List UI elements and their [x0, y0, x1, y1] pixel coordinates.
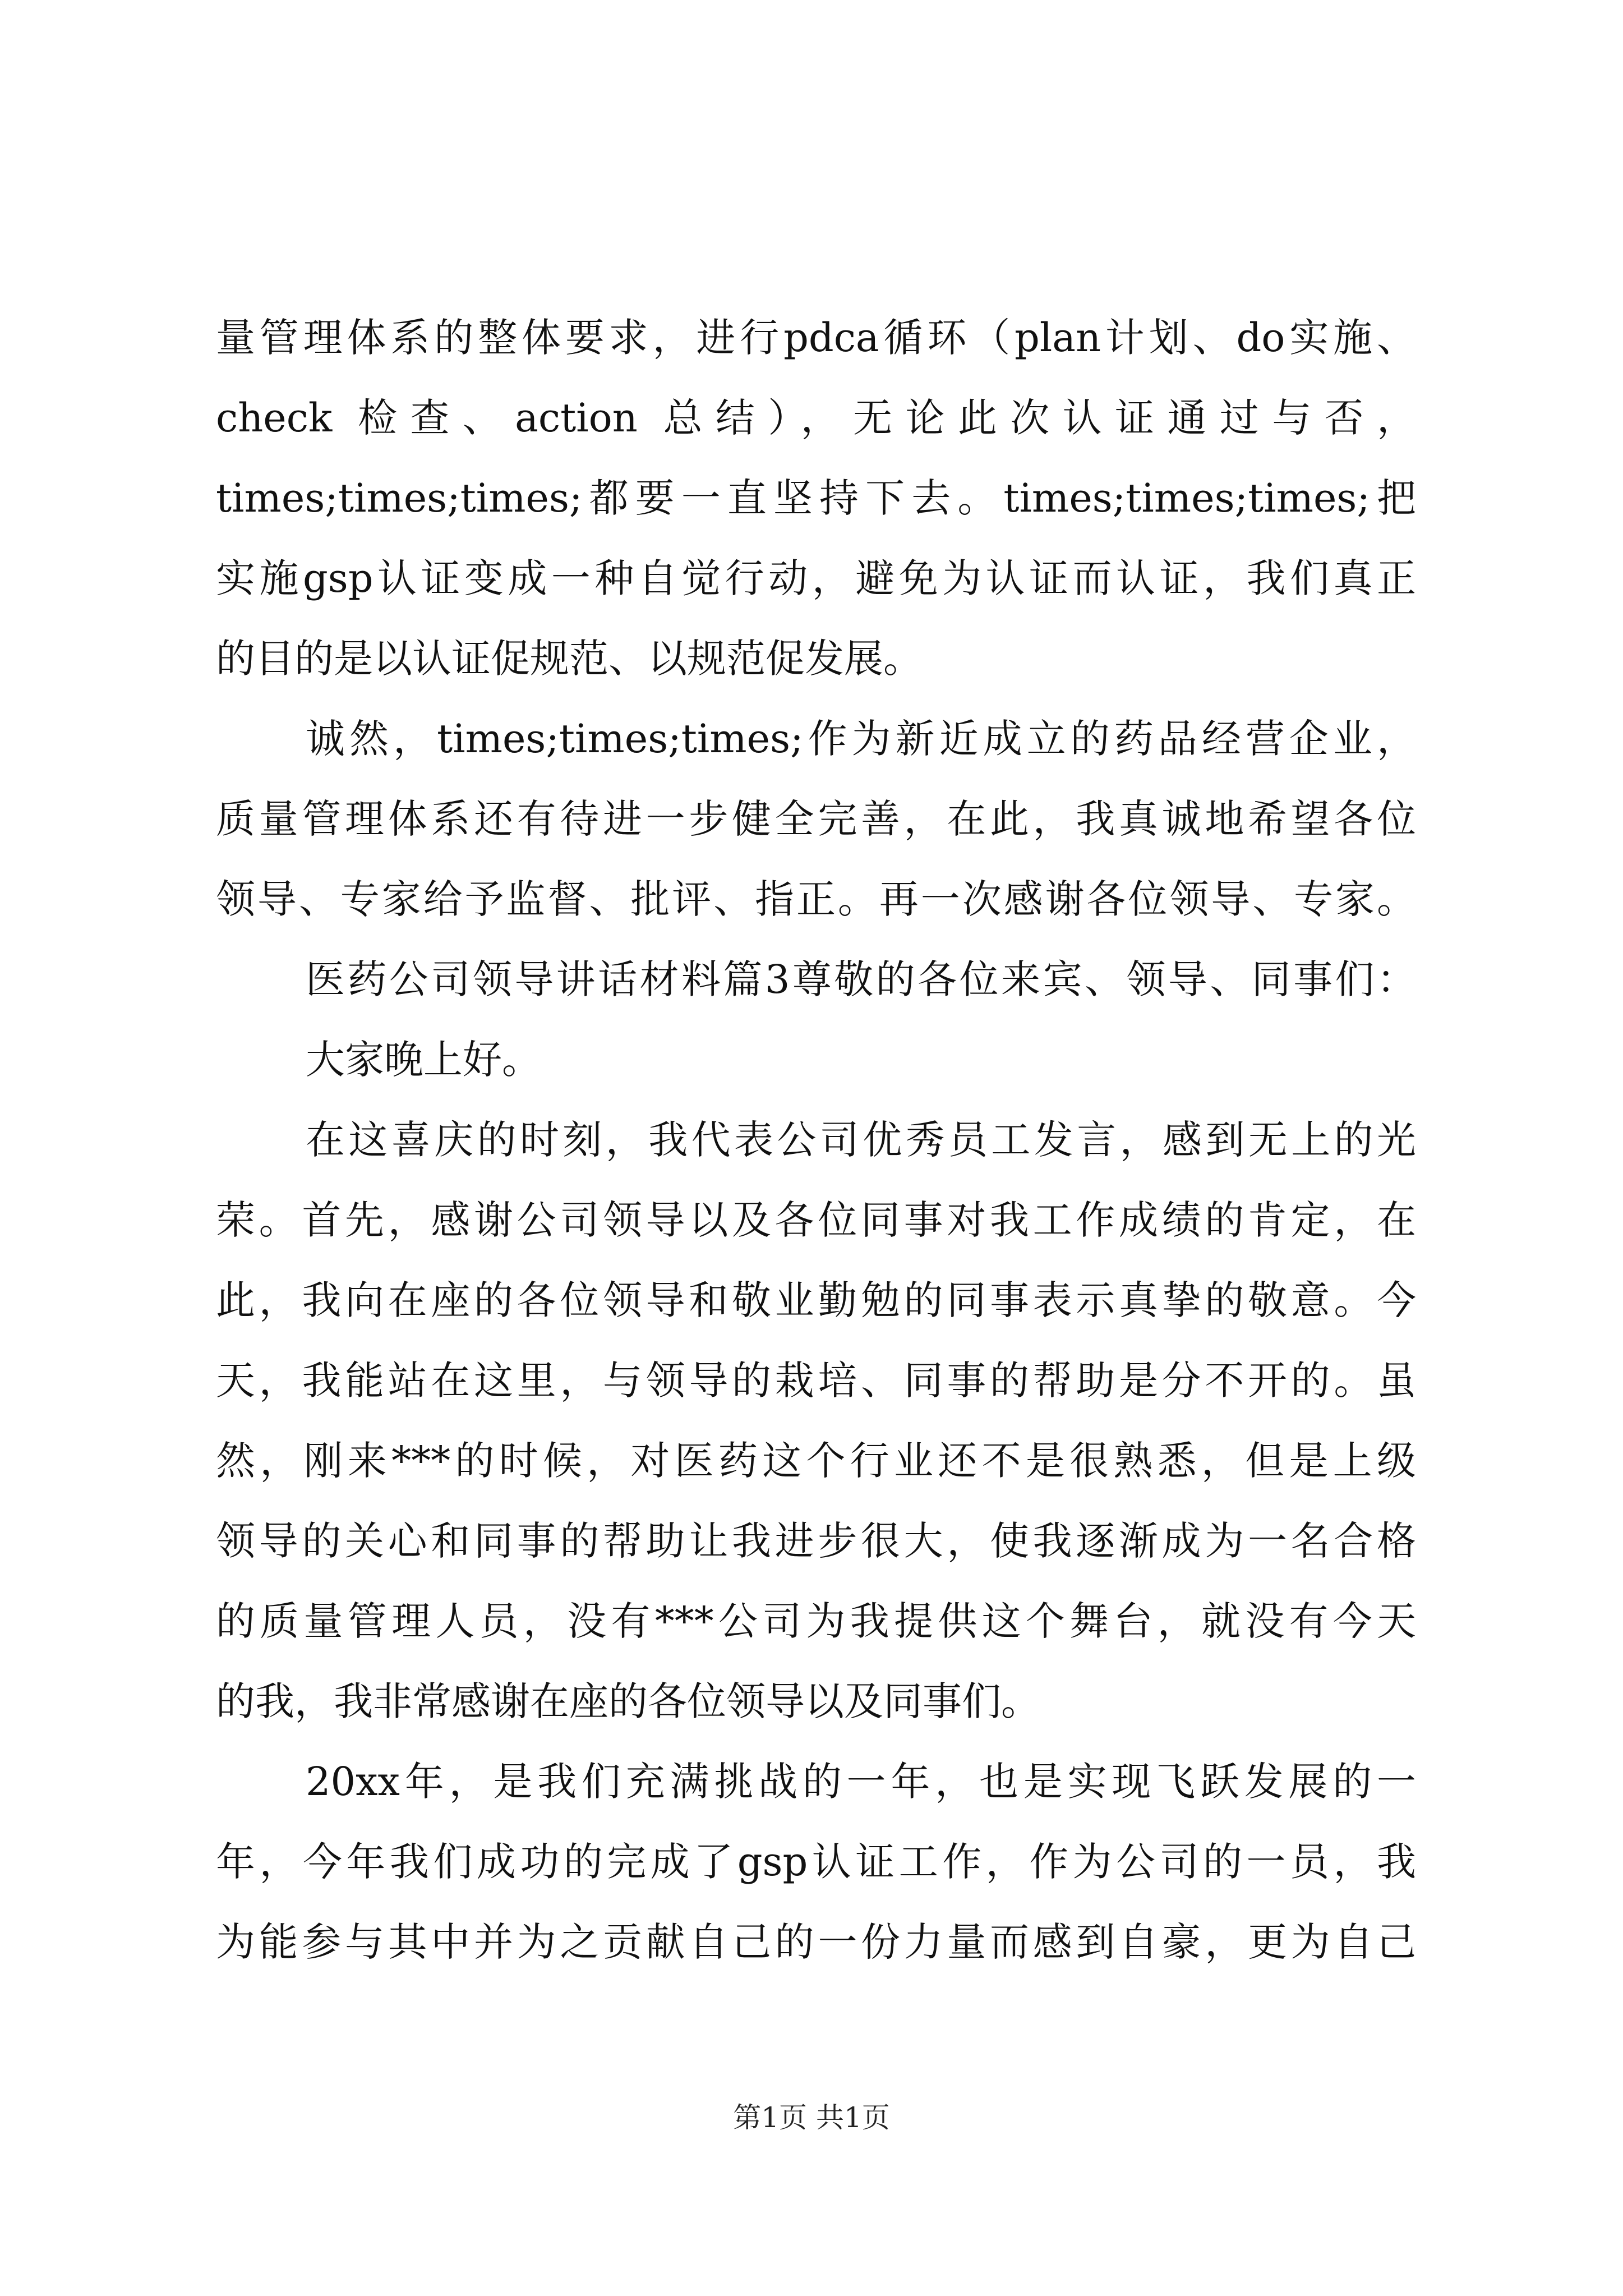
text-line: 的我，我非常感谢在座的各位领导以及同事们。	[216, 1678, 1040, 1724]
text-line: 荣。首先，感谢公司领导以及各位同事对我工作成绩的肯定，在	[216, 1197, 1416, 1243]
text-line: 在这喜庆的时刻，我代表公司优秀员工发言，感到无上的光	[306, 1117, 1416, 1163]
text-line: 20xx年，是我们充满挑战的一年，也是实现飞跃发展的一	[306, 1759, 1416, 1805]
greeting-line: 大家晚上好。	[306, 1037, 541, 1083]
text-line: 此，我向在座的各位领导和敬业勤勉的同事表示真挚的敬意。今	[216, 1277, 1416, 1323]
text-line: 天，我能站在这里，与领导的栽培、同事的帮助是分不开的。虽	[216, 1358, 1416, 1404]
text-line: 诚然，times;times;times;作为新近成立的药品经营企业，	[306, 716, 1416, 762]
text-line: times;times;times;都要一直坚持下去。times;times;times;把	[216, 475, 1416, 521]
text-line: 为能参与其中并为之贡献自己的一份力量而感到自豪，更为自己	[216, 1919, 1416, 1965]
text-line: 的目的是以认证促规范、以规范促发展。	[216, 636, 923, 682]
text-line: 年，今年我们成功的完成了gsp认证工作，作为公司的一员，我	[216, 1839, 1416, 1885]
section-heading-line: 医药公司领导讲话材料篇3尊敬的各位来宾、领导、同事们：	[306, 956, 1416, 1002]
text-line: 领导、专家给予监督、批评、指正。再一次感谢各位领导、专家。	[216, 876, 1416, 922]
text-line: check 检查、action 总结），无论此次认证通过与否，	[216, 395, 1416, 441]
text-line: 质量管理体系还有待进一步健全完善，在此，我真诚地希望各位	[216, 796, 1416, 842]
text-line: 的质量管理人员，没有***公司为我提供这个舞台，就没有今天	[216, 1598, 1416, 1644]
text-line: 然，刚来***的时候，对医药这个行业还不是很熟悉，但是上级	[216, 1438, 1416, 1484]
text-line: 实施gsp认证变成一种自觉行动，避免为认证而认证，我们真正	[216, 555, 1416, 601]
text-line: 领导的关心和同事的帮助让我进步很大，使我逐渐成为一名合格	[216, 1518, 1416, 1564]
text-line: 量管理体系的整体要求，进行pdca循环（plan计划、do实施、	[216, 315, 1416, 361]
page-number-footer: 第1页 共1页	[733, 2101, 890, 2134]
